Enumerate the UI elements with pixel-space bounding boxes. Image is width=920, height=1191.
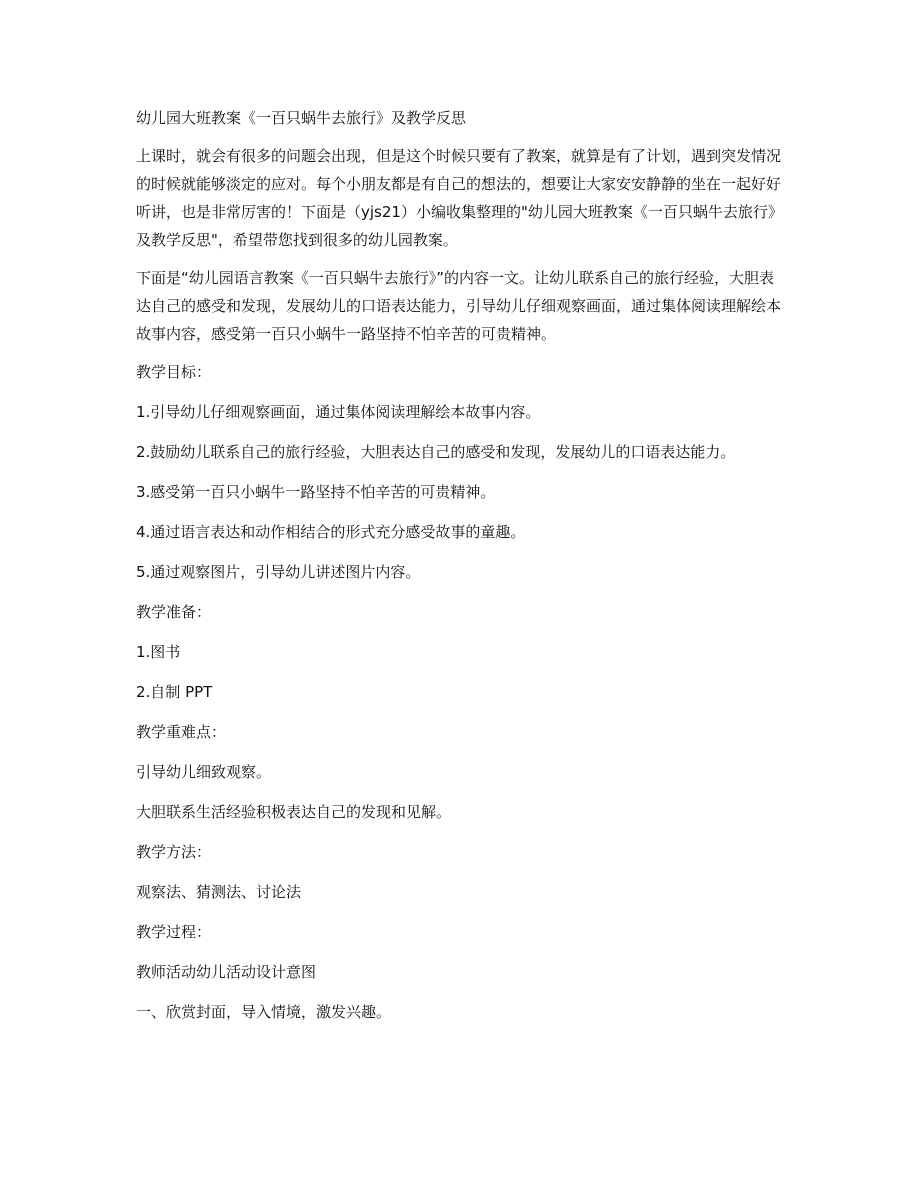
method-heading: 教学方法： [136,843,212,861]
prep-heading: 教学准备： [136,603,212,621]
goal-item-5: 5.通过观察图片，引导幼儿讲述图片内容。 [136,563,421,581]
goal-item-1: 1.引导幼儿仔细观察画面，通过集体阅读理解绘本故事内容。 [136,403,541,421]
goal-item-2: 2.鼓励幼儿联系自己的旅行经验，大胆表达自己的感受和发现，发展幼儿的口语表达能力。 [136,443,736,461]
summary-paragraph: 下面是“幼儿园语言教案《一百只蜗牛去旅行》”的内容一文。让幼儿联系自己的旅行经验，大胆表达自己的感受和发现，发展幼儿的口语表达能力，引导幼儿仔细观察画面，通过集体阅读理解绘本故事内容，感受第一百只小蜗牛一路坚持不怕辛苦的可贵精神。 [136,269,782,343]
key-item-2: 大胆联系生活经验积极表达自己的发现和见解。 [136,803,452,821]
key-item-1: 引导幼儿细致观察。 [136,763,272,781]
goal-item-3: 3.感受第一百只小蜗牛一路坚持不怕辛苦的可贵精神。 [136,483,496,501]
document-page [136,104,786,1038]
key-heading: 教学重难点： [136,723,227,741]
process-step-1: 一、欣赏封面，导入情境，激发兴趣。 [136,1003,392,1021]
goals-heading: 教学目标： [136,363,212,381]
method-text: 观察法、猜测法、讨论法 [136,883,302,901]
prep-item-1: 1.图书 [136,643,181,661]
prep-item-2: 2.自制 PPT [136,683,213,701]
process-columns: 教师活动幼儿活动设计意图 [136,963,317,981]
goal-item-4: 4.通过语言表达和动作相结合的形式充分感受故事的童趣。 [136,523,526,541]
document-title: 幼儿园大班教案《一百只蜗牛去旅行》及教学反思 [136,109,467,127]
intro-paragraph: 上课时，就会有很多的问题会出现，但是这个时候只要有了教案，就算是有了计划，遇到突发情况的时候就能够淡定的应对。每个小朋友都是有自己的想法的，想要让大家安安静静的坐在一起好好听讲，也是非常厉害的！下面是（yjs21）小编收集整理的"幼儿园大班教案《一百只蜗牛去旅行》及教学反思"，希望带您找到很多的幼儿园教案。 [136,147,783,249]
process-heading: 教学过程： [136,923,212,941]
